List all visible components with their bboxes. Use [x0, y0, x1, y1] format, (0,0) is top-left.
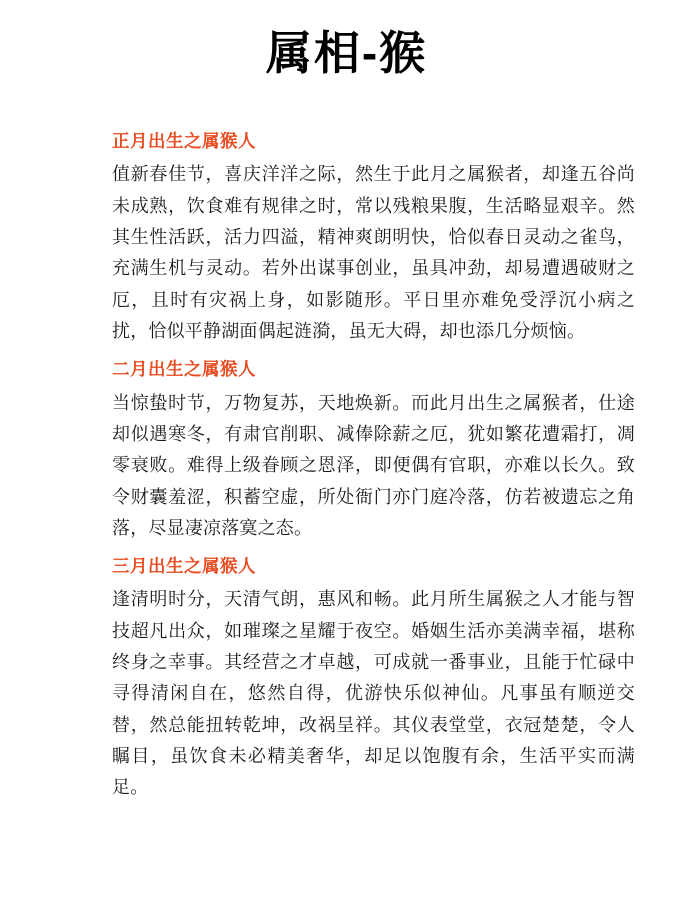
- section-heading: 二月出生之属猴人: [112, 359, 256, 380]
- section-heading: 三月出生之属猴人: [112, 556, 256, 577]
- section-body: 逢清明时分，天清气朗，惠风和畅。此月所生属猴之人才能与智技超凡出众，如璀璨之星耀于夜空。婚姻生活亦美满幸福，堪称终身之幸事。其经营之才卓越，可成就一番事业，且能于忙碌中寻得清闲自在，悠然自得，优游快乐似神仙。凡事虽有顺逆交替，然总能扭转乾坤，改祸呈祥。其仪表堂堂，衣冠楚楚，令人瞩目，虽饮食未必精美奢华，却足以饱腹有余，生活平实而满足。: [112, 589, 635, 798]
- document-page: [0, 26, 693, 922]
- section-heading: 正月出生之属猴人: [112, 131, 256, 152]
- page-title: 属相-猴: [265, 27, 428, 79]
- section-body: 当惊蛰时节，万物复苏，天地焕新。而此月出生之属猴者，仕途却似遇寒冬，有肃官削职、减俸除薪之厄，犹如繁花遭霜打，凋零衰败。难得上级眷顾之恩泽，即便偶有官职，亦难以长久。致令财囊羞涩，积蓄空虚，所处衙门亦门庭冷落，仿若被遗忘之角落，尽显凄凉落寞之态。: [112, 392, 635, 538]
- section-body: 值新春佳节，喜庆洋洋之际，然生于此月之属猴者，却逢五谷尚未成熟，饮食难有规律之时，常以残粮果腹，生活略显艰辛。然其生性活跃，活力四溢，精神爽朗明快，恰似春日灵动之雀鸟，充满生机与灵动。若外出谋事创业，虽具冲劲，却易遭遇破财之厄，且时有灾祸上身，如影随形。平日里亦难免受浮沉小病之扰，恰似平静湖面偶起涟漪，虽无大碍，却也添几分烦恼。: [112, 164, 635, 341]
- section-month-1: [112, 125, 635, 347]
- document-content: [0, 125, 693, 803]
- section-month-2: [112, 353, 635, 544]
- section-month-3: [112, 550, 635, 803]
